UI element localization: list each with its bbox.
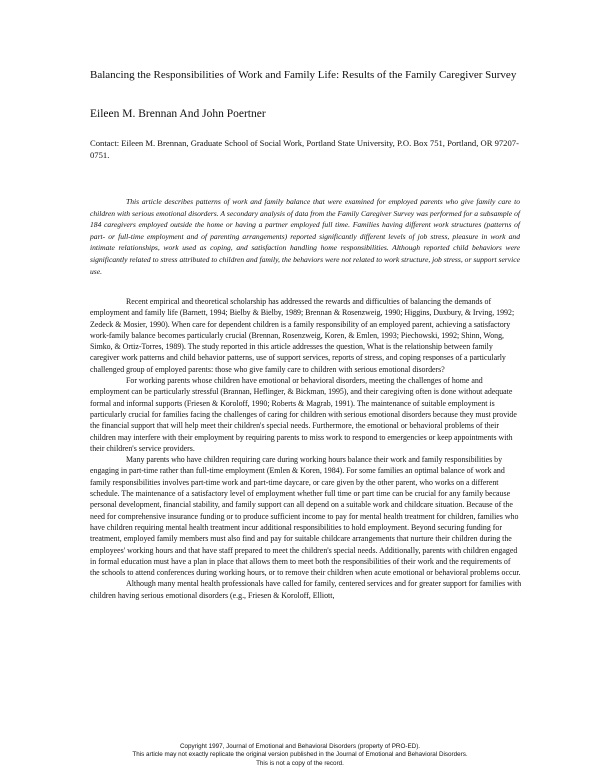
copyright-footer (0, 743, 600, 768)
article-title: Balancing the Responsibilities of Work and Family Life: Results of the Family Caregiver Survey (90, 69, 517, 81)
copyright-line: Copyright 1997, Journal of Emotional and Behavioral Disorders (property of PRO-ED). (179, 743, 421, 750)
body-paragraph: Although many mental health professionals have called for family, centered services and for greater support for families with children having serious emotional disorders (e.g., Friesen & Koroloff, Elliott, (90, 579, 522, 600)
record-notice: This is not a copy of the record. (256, 759, 344, 767)
abstract: This article describes patterns of work and family balance that were examined for employed parents who give family care to children with serious emotional disorders. A secondary analysis of data from the Family Caregiver Survey was performed for a subsample of 184 caregivers employed outside the home or having a partner employed full time. Families having different work structures (patterns of part- or full-time employment and of parenting arrangements) reported significantly different levels of job stress, pleasure in work and intimate relationships, work used as coping, and satisfaction handling home responsibilities. Although reported child behaviors were significantly related to stress attributed to children and family, the behaviors were not related to work structure, job stress, or support service use. (90, 197, 520, 276)
body-paragraph: Recent empirical and theoretical scholarship has addressed the rewards and difficulties of balancing the demands of employment and family life (Barnett, 1994; Bielby & Bielby, 1989; Brennan & Rosenzweig, 1990; Higgins, Duxbury, & Irving, 1992; Zedeck & Mosier, 1990). When care for dependent children is a family responsibility of an employed parent, achieving a satisfactory work-family balance becomes particularly crucial (Brennan, Rosenzweig, Koren, & Emlen, 1993; Piechowski, 1992; Shinn, Wong, Simko, & Ortiz-Torres, 1989). The study reported in this article addresses the question, What is the relationship between family caregiver work patterns and child behavior patterns, use of support services, reports of stress, and coping responses of a particularly challenged group of employed parents: those who give family care to children with serious emotional disorders? (90, 297, 515, 374)
contact-info: Contact: Eileen M. Brennan, Graduate School of Social Work, Portland State University, P.O. Box 751, Portland, OR 97207-0751. (90, 138, 519, 161)
replication-notice: This article may not exactly replicate the original version published in the Journal of Emotional and Behavioral Disorders. (132, 751, 468, 759)
article-authors: Eileen M. Brennan And John Poertner (90, 108, 266, 120)
body-paragraph: Many parents who have children requiring care during working hours balance their work and family responsibilities by engaging in part-time rather than full-time employment (Emlen & Koren, 1984). For some families an optimal balance of work and family responsibilities involves part-time work and part-time daycare, or care given by the other parent, who works on a different schedule. The maintenance of a satisfactory level of employment whether full time or part time can be crucial for any family because personal development, financial stability, and family support can all depend on a suitable work and childcare situation. Because of the need for comprehensive insurance funding or to produce sufficient income to pay for mental health treatment for children, families who have children requiring mental health treatment incur additional responsibilities to hold employment. Beyond securing funding for treatment, employed family members must also find and pay for suitable childcare arrangements that nurture their children during the employees' working hours and that have staff prepared to meet the children's special needs. Additionally, parents with children engaged in formal education must have a plan in place that allows them to meet both the responsibilities of their work and the requirements of the schools to attend conferences during working hours, or to remove their children when acute emotional or behavioral problems occur. (90, 455, 521, 578)
article-body (90, 296, 522, 601)
body-paragraph: For working parents whose children have emotional or behavioral disorders, meeting the challenges of home and employment can be particularly stressful (Brannan, Heflinger, & Bickman, 1995), and their caregiving often is done without adequate formal and informal supports (Friesen & Koroloff, 1990; Roberts & Magrab, 1991). The maintenance of suitable employment is particularly crucial for families facing the challenges of caring for children with serious emotional disorders because they must provide the financial support that will help meet their children's special needs. Furthermore, the emotional or behavioral problems of their children may interfere with their employment by requiring parents to miss work to respond to emergencies or keep appointments with their children's service providers. (90, 376, 517, 453)
